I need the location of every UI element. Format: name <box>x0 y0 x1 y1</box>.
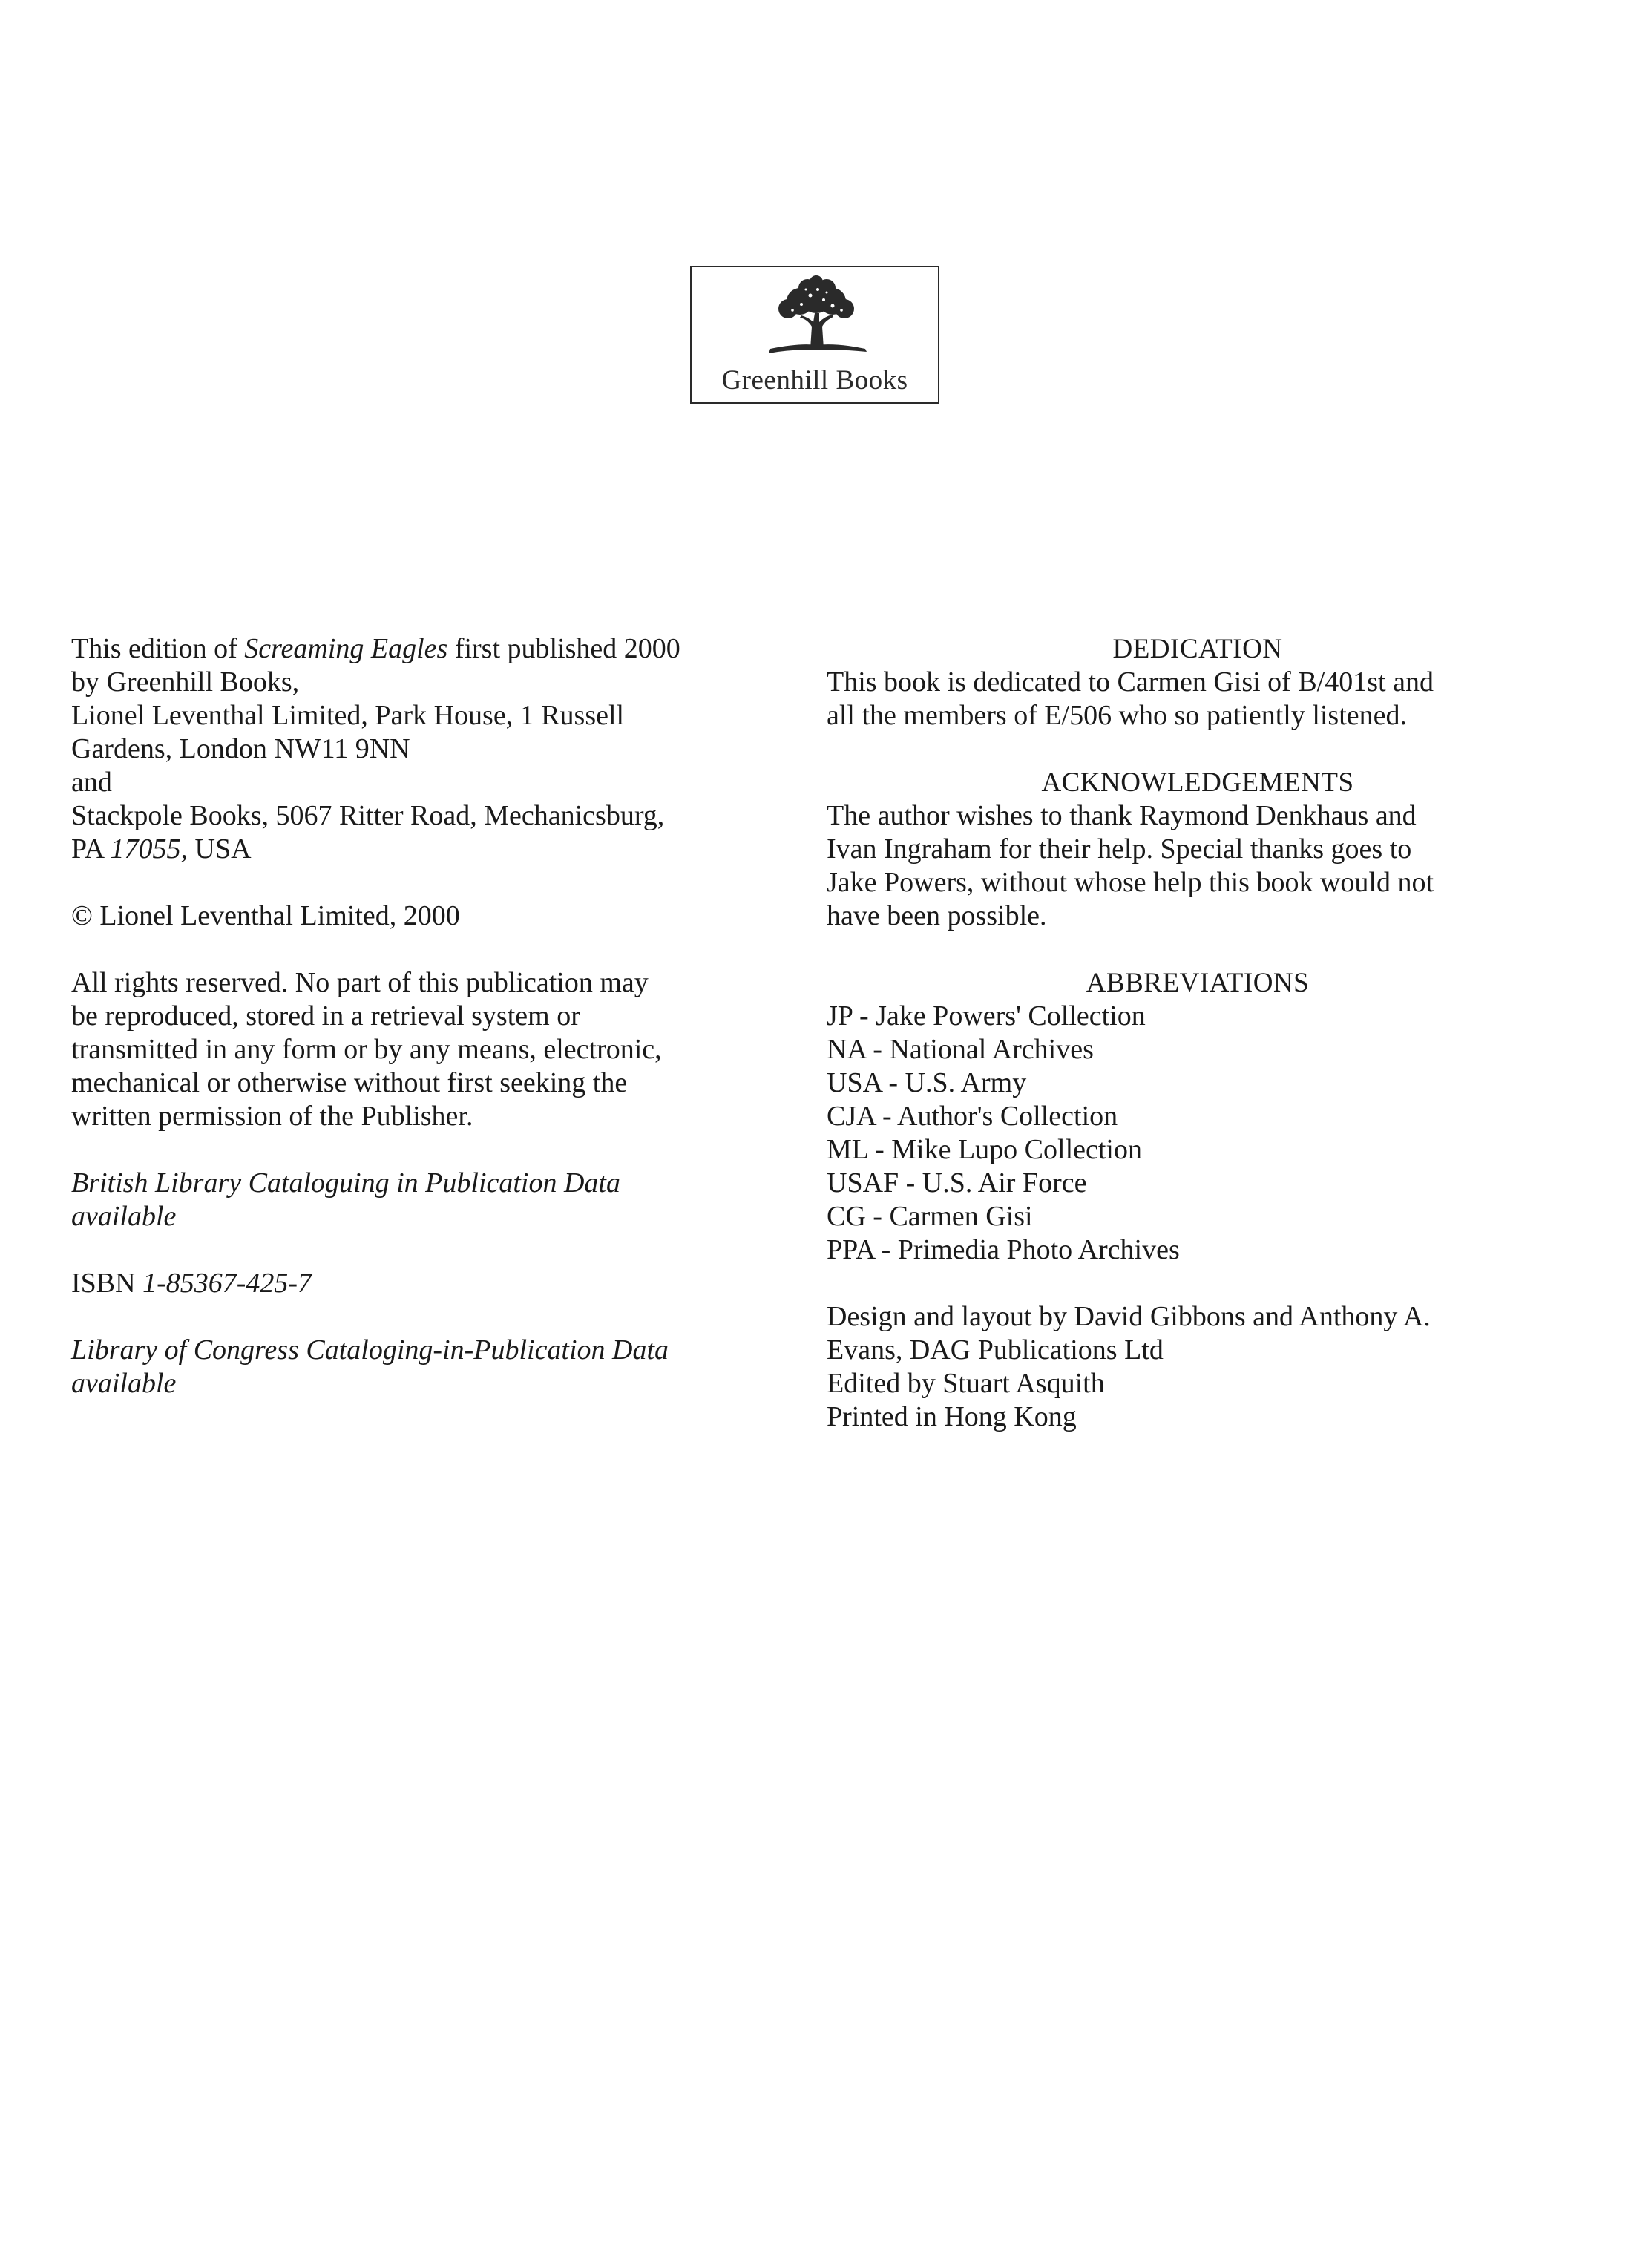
dedication-line: This book is dedicated to Carmen Gisi of B/401st and <box>827 666 1434 698</box>
british-library-line: British Library Cataloguing in Publication Data <box>71 1167 620 1199</box>
abbreviations-heading: ABBREVIATIONS <box>1086 968 1310 998</box>
acknowledgements-line: Ivan Ingraham for their help. Special thanks goes to <box>827 833 1412 865</box>
copyright-notice: © Lionel Leventhal Limited, 2000 <box>71 900 460 931</box>
publisher-logo <box>690 266 939 404</box>
edition-line: Lionel Leventhal Limited, Park House, 1 Russell <box>71 700 625 731</box>
oak-tree-icon <box>755 275 877 362</box>
abbreviation-item: USA - U.S. Army <box>827 1067 1027 1098</box>
acknowledgements-line: Jake Powers, without whose help this book would not <box>827 867 1434 898</box>
credits-line: Printed in Hong Kong <box>827 1401 1077 1432</box>
acknowledgements-line: have been possible. <box>827 900 1047 931</box>
abbreviation-item: NA - National Archives <box>827 1034 1094 1065</box>
library-congress-line: Library of Congress Cataloging-in-Publication Data <box>71 1334 669 1366</box>
publisher-name: Greenhill Books <box>721 365 908 396</box>
acknowledgements-line: The author wishes to thank Raymond Denkhaus and <box>827 800 1417 831</box>
front-matter-column <box>827 632 1569 1434</box>
isbn-label: ISBN <box>71 1268 143 1299</box>
rights-line: transmitted in any form or by any means, electronic, <box>71 1034 662 1065</box>
edition-prefix: This edition of <box>71 633 245 664</box>
credits-line: Evans, DAG Publications Ltd <box>827 1334 1164 1366</box>
dedication-heading: DEDICATION <box>1112 634 1283 664</box>
abbreviations-list <box>827 1000 1569 1267</box>
library-congress-line: available <box>71 1368 177 1399</box>
credits-line: Edited by Stuart Asquith <box>827 1368 1105 1399</box>
rights-line: mechanical or otherwise without first seeking the <box>71 1067 628 1098</box>
edition-suffix: first published 2000 <box>447 633 680 664</box>
rights-line: written permission of the Publisher. <box>71 1101 473 1132</box>
abbreviation-item: ML - Mike Lupo Collection <box>827 1134 1142 1165</box>
imprint-column <box>71 632 798 1400</box>
rights-statement <box>71 966 798 1133</box>
library-congress-note <box>71 1334 798 1400</box>
british-library-line: available <box>71 1201 177 1232</box>
book-title: Screaming Eagles <box>244 633 448 664</box>
production-credits <box>827 1300 1569 1434</box>
edition-line-suffix: USA <box>188 833 252 865</box>
edition-statement <box>71 632 798 866</box>
zip-code: 17055, <box>110 833 188 865</box>
rights-line: All rights reserved. No part of this publication may <box>71 967 649 998</box>
edition-line: and <box>71 767 112 798</box>
edition-line: Gardens, London NW11 9NN <box>71 733 410 764</box>
edition-line: Stackpole Books, 5067 Ritter Road, Mechanicsburg, <box>71 800 665 831</box>
edition-line-prefix: PA <box>71 833 111 865</box>
isbn <box>71 1267 798 1300</box>
abbreviation-item: CJA - Author's Collection <box>827 1101 1118 1132</box>
acknowledgements-text <box>827 799 1569 933</box>
abbreviation-item: CG - Carmen Gisi <box>827 1201 1033 1232</box>
edition-line: by Greenhill Books, <box>71 666 300 698</box>
isbn-number: 1-85367-425-7 <box>142 1268 312 1299</box>
rights-line: be reproduced, stored in a retrieval system or <box>71 1000 580 1032</box>
abbreviation-item: PPA - Primedia Photo Archives <box>827 1234 1180 1265</box>
abbreviation-item: USAF - U.S. Air Force <box>827 1167 1087 1199</box>
acknowledgements-heading: ACKNOWLEDGEMENTS <box>1041 767 1354 798</box>
dedication-text <box>827 666 1569 732</box>
credits-line: Design and layout by David Gibbons and Anthony A. <box>827 1301 1431 1332</box>
dedication-line: all the members of E/506 who so patiently listened. <box>827 700 1408 731</box>
abbreviation-item: JP - Jake Powers' Collection <box>827 1000 1146 1032</box>
british-library-note <box>71 1167 798 1233</box>
